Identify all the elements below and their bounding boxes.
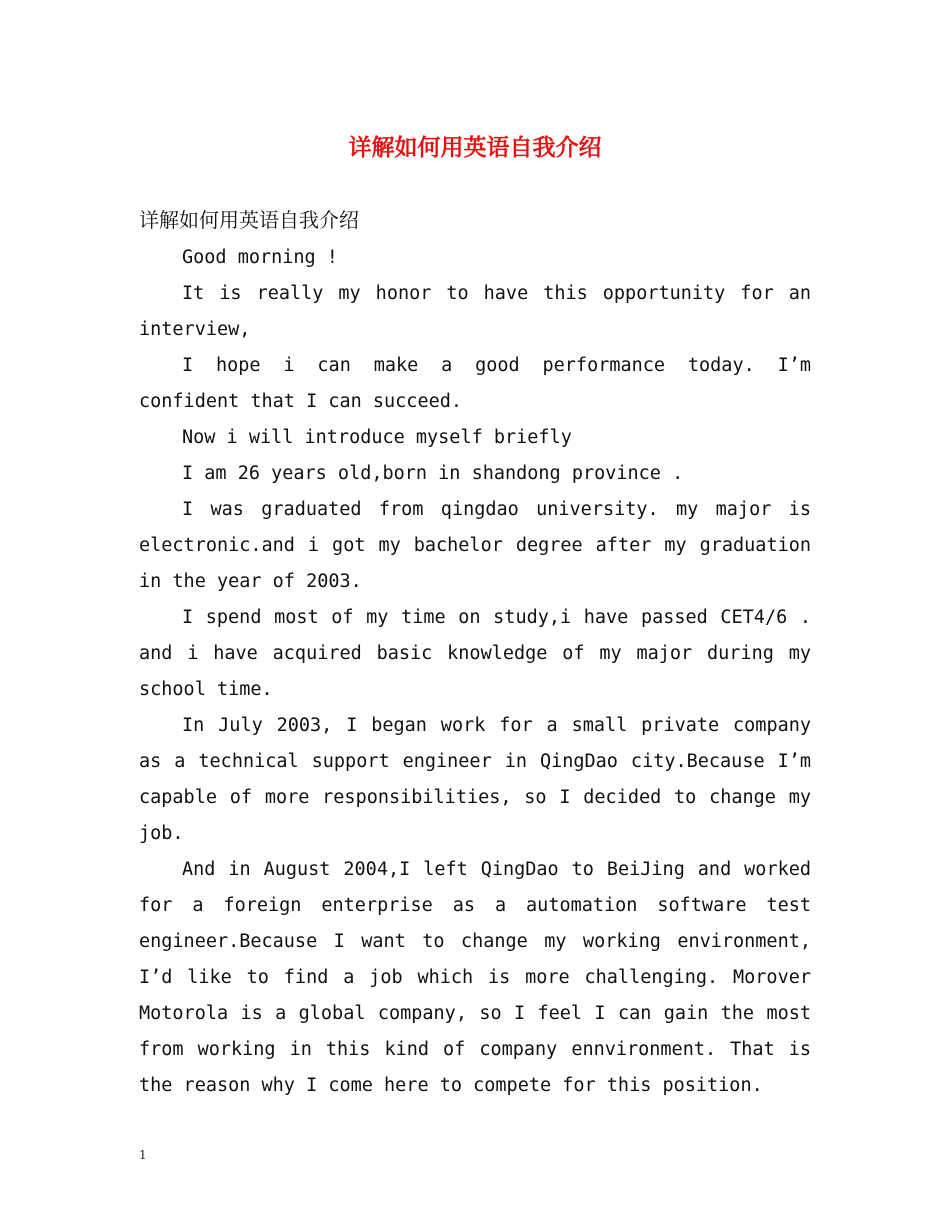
paragraph: In July 2003, I began work for a small private company as a technical support engineer in QingDao city.Because I’m capable of more responsibilities, so I decided to change my job. [139, 715, 811, 844]
document-title: 详解如何用英语自我介绍 [348, 134, 602, 161]
document-subtitle: 详解如何用英语自我介绍 [139, 208, 359, 232]
paragraph: It is really my honor to have this opportunity for an interview, [139, 283, 811, 340]
paragraph: Good morning ! [182, 247, 338, 268]
paragraph: And in August 2004,I left QingDao to BeiJing and worked for a foreign enterprise as a automation software test engineer.Because I want to change my working environment, I’d like to find a job which is more challenging. Morover Motorola is a global company, so I feel I can gain the most from working in this kind of company ennvironment. That is the reason why I come here to compete for this position. [139, 859, 811, 1096]
paragraph: I was graduated from qingdao university. my major is electronic.and i got my bachelor degree after my graduation in the year of 2003. [139, 499, 811, 592]
paragraph: I am 26 years old,born in shandong province . [182, 463, 684, 484]
paragraph: I hope i can make a good performance today. I’m confident that I can succeed. [139, 355, 811, 412]
paragraph: I spend most of my time on study,i have passed CET4/6 . and i have acquired basic knowledge of my major during my school time. [139, 607, 811, 700]
document-body [139, 240, 811, 1104]
paragraph: Now i will introduce myself briefly [182, 427, 572, 448]
page-number: 1 [139, 1148, 147, 1162]
